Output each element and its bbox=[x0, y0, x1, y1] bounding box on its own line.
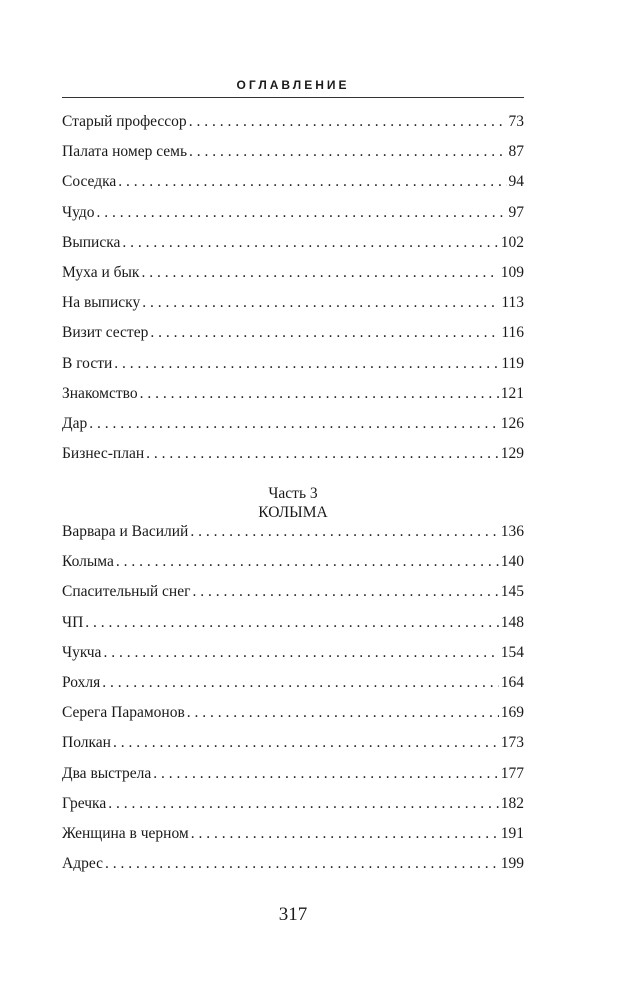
toc-entry-page: 145 bbox=[500, 583, 524, 601]
dot-leader bbox=[187, 703, 499, 723]
toc-entry bbox=[62, 203, 524, 233]
dot-leader bbox=[118, 172, 506, 192]
toc-entry-title: ЧП bbox=[62, 613, 84, 631]
toc-entry-title: Чукча bbox=[62, 643, 102, 661]
toc-entry bbox=[62, 764, 524, 794]
toc-entry bbox=[62, 444, 524, 474]
dot-leader bbox=[114, 354, 499, 374]
toc-entry bbox=[62, 172, 524, 202]
toc-entry bbox=[62, 582, 524, 612]
toc-entry bbox=[62, 703, 524, 733]
toc-entry bbox=[62, 643, 524, 673]
toc-entry bbox=[62, 112, 524, 142]
dot-leader bbox=[190, 522, 498, 542]
toc-entry-title: Старый профессор bbox=[62, 113, 187, 130]
toc-entry bbox=[62, 354, 524, 384]
toc-entry-title: В гости bbox=[62, 354, 113, 372]
toc-entry-page: 109 bbox=[500, 263, 524, 281]
toc-entry-page: 102 bbox=[500, 233, 524, 251]
toc-entry-title: Рохля bbox=[62, 673, 101, 691]
toc-entry-title: Адрес bbox=[62, 855, 103, 873]
toc-entry bbox=[62, 824, 524, 854]
toc-entry-title: На выписку bbox=[62, 294, 141, 312]
toc-entry bbox=[62, 142, 524, 172]
toc-entry bbox=[62, 613, 524, 643]
toc-entry-title: Чудо bbox=[62, 203, 95, 221]
dot-leader bbox=[89, 414, 499, 434]
page-number: 317 bbox=[278, 904, 308, 925]
dot-leader bbox=[108, 794, 499, 814]
dot-leader bbox=[102, 673, 499, 693]
toc-entry-page: 182 bbox=[500, 794, 524, 812]
toc-entry-page: 126 bbox=[500, 414, 524, 432]
dot-leader bbox=[96, 203, 506, 223]
dot-leader bbox=[142, 293, 499, 313]
toc-entry-page: 199 bbox=[500, 855, 524, 873]
toc-entry bbox=[62, 414, 524, 444]
toc-entry-title: Спасительный снег bbox=[62, 583, 191, 601]
toc-list-part-3 bbox=[62, 522, 524, 884]
dot-leader bbox=[189, 142, 506, 162]
toc-entry-title: Колыма bbox=[62, 553, 114, 571]
toc-list-part-2 bbox=[62, 112, 524, 474]
header-rule bbox=[62, 97, 524, 98]
dot-leader bbox=[150, 323, 499, 343]
toc-entry-title: Палата номер семь bbox=[62, 143, 188, 161]
toc-entry-page: 116 bbox=[501, 324, 524, 342]
dot-leader bbox=[192, 582, 498, 602]
toc-entry-title: Серега Парамонов bbox=[62, 704, 185, 722]
toc-entry bbox=[62, 293, 524, 323]
dot-leader bbox=[189, 112, 507, 132]
toc-entry-page: 140 bbox=[500, 553, 524, 571]
toc-entry-page: 113 bbox=[501, 294, 524, 312]
toc-entry-title: Два выстрела bbox=[62, 764, 152, 782]
toc-entry bbox=[62, 263, 524, 293]
toc-entry-page: 164 bbox=[500, 673, 524, 691]
toc-entry-page: 129 bbox=[500, 445, 524, 463]
toc-entry-title: Знакомство bbox=[62, 384, 138, 402]
toc-entry bbox=[62, 854, 524, 884]
toc-entry-page: 73 bbox=[508, 113, 524, 130]
toc-entry-page: 191 bbox=[500, 824, 524, 842]
toc-entry-title: Визит сестер bbox=[62, 324, 149, 342]
toc-entry bbox=[62, 733, 524, 763]
toc-entry-page: 121 bbox=[500, 384, 524, 402]
toc-entry-page: 154 bbox=[500, 643, 524, 661]
part-label: Часть 3 bbox=[268, 485, 318, 502]
dot-leader bbox=[140, 384, 499, 404]
toc-entry-page: 87 bbox=[508, 143, 524, 161]
toc-entry-page: 97 bbox=[508, 203, 524, 221]
toc-entry-page: 119 bbox=[501, 354, 524, 372]
toc-entry bbox=[62, 673, 524, 703]
running-head: ОГЛАВЛЕНИЕ bbox=[236, 78, 350, 92]
dot-leader bbox=[146, 444, 499, 464]
dot-leader bbox=[122, 233, 498, 253]
toc-entry-page: 169 bbox=[500, 704, 524, 722]
dot-leader bbox=[85, 613, 498, 633]
toc-entry-title: Полкан bbox=[62, 734, 111, 752]
toc-entry bbox=[62, 794, 524, 824]
toc-entry-title: Выписка bbox=[62, 233, 121, 251]
toc-entry-page: 173 bbox=[500, 734, 524, 752]
toc-entry bbox=[62, 384, 524, 414]
part-title: КОЛЫМА bbox=[258, 504, 328, 521]
toc-entry-title: Дар bbox=[62, 414, 88, 432]
dot-leader bbox=[103, 643, 498, 663]
toc-entry-page: 136 bbox=[500, 523, 524, 540]
toc-entry-page: 177 bbox=[500, 764, 524, 782]
toc-entry-title: Варвара и Василий bbox=[62, 523, 189, 540]
toc-entry bbox=[62, 552, 524, 582]
toc-entry-page: 94 bbox=[508, 173, 524, 191]
toc-entry-title: Бизнес-план bbox=[62, 445, 145, 463]
toc-entry-title: Муха и бык bbox=[62, 263, 140, 281]
toc-entry bbox=[62, 522, 524, 552]
toc-entry-title: Гречка bbox=[62, 794, 107, 812]
dot-leader bbox=[141, 263, 498, 283]
dot-leader bbox=[105, 854, 499, 874]
dot-leader bbox=[113, 733, 499, 753]
part-heading bbox=[62, 484, 524, 522]
toc-entry-title: Женщина в черном bbox=[62, 824, 189, 842]
dot-leader bbox=[191, 824, 499, 844]
toc-entry bbox=[62, 323, 524, 353]
toc-entry bbox=[62, 233, 524, 263]
toc-entry-title: Соседка bbox=[62, 173, 117, 191]
dot-leader bbox=[153, 764, 498, 784]
dot-leader bbox=[116, 552, 499, 572]
toc-entry-page: 148 bbox=[500, 613, 524, 631]
